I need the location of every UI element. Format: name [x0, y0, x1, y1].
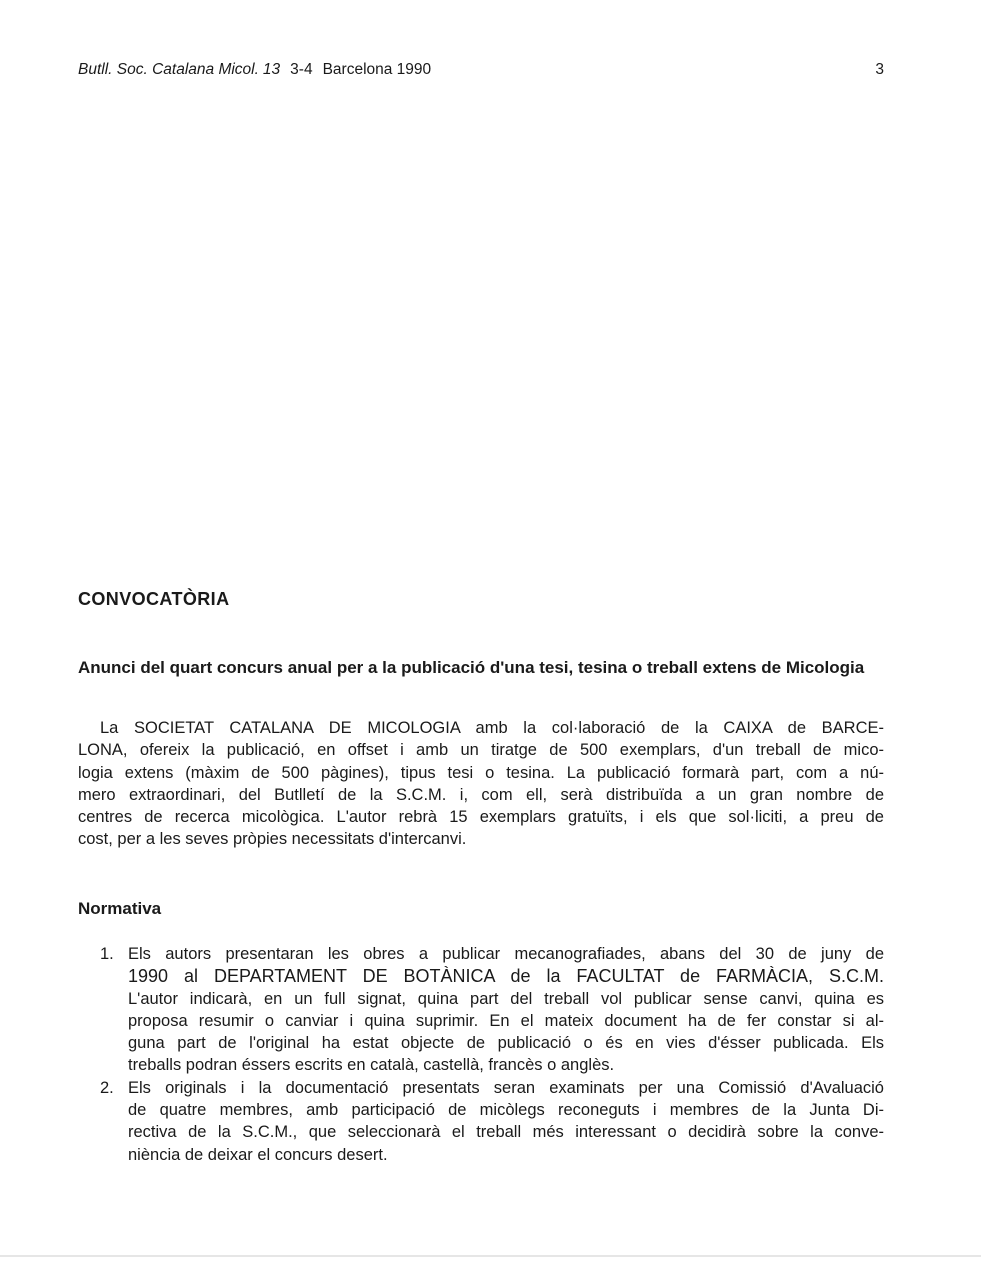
rule-line: L'autor indicarà, en un full signat, quina part del treball vol publicar sense canvi, quina es: [128, 989, 884, 1008]
rule-line: guna part de l'original ha estat objecte de publicació o és en vies d'ésser publicada. Els: [128, 1034, 884, 1053]
rule-line: de quatre membres, amb participació de micòlegs reconeguts i membres de la Junta Di-: [128, 1101, 884, 1120]
rule-line: rectiva de la S.C.M., que seleccionarà el treball més interessant o decidirà sobre la conve-: [128, 1123, 884, 1142]
rule-line: treballs podran éssers escrits en català, castellà, francès o anglès.: [128, 1056, 615, 1075]
rule-line: proposa resumir o canviar i quina suprimir. En el mateix document ha de fer constar si al-: [128, 1011, 884, 1030]
intro-line: centres de recerca micològica. L'autor rebrà 15 exemplars gratuïts, i els que sol·liciti, a preu de: [78, 808, 884, 827]
place-year: Barcelona 1990: [322, 61, 432, 78]
rule-number: 1.: [100, 945, 114, 963]
rule-item-2: [78, 1077, 884, 1166]
rule-number: 2.: [100, 1078, 114, 1097]
rule-item-1: [78, 943, 884, 1077]
rules-list: [78, 943, 884, 1166]
journal-name: Butll. Soc. Catalana Micol.: [78, 61, 259, 78]
volume-number: 13: [262, 61, 281, 78]
section-heading-normativa: Normativa: [78, 899, 162, 918]
rule-line: niència de deixar el concurs desert.: [128, 1145, 388, 1164]
page-number: 3: [875, 61, 884, 78]
intro-line: LONA, ofereix la publicació, en offset i amb un tiratge de 500 exemplars, d'un treball de mico-: [78, 741, 884, 760]
rule-line: Els autors presentaran les obres a publicar mecanografiades, abans del 30 de juny de: [128, 945, 884, 963]
intro-line: La SOCIETAT CATALANA DE MICOLOGIA amb la col·laboració de la CAIXA de BARCE-: [100, 719, 884, 737]
rule-line: 1990 al DEPARTAMENT DE BOTÀNICA de la FACULTAT de FARMÀCIA, S.C.M.: [128, 966, 884, 987]
announcement-subtitle: Anunci del quart concurs anual per a la publicació d'una tesi, tesina o treball extens de Micologia: [78, 658, 865, 677]
intro-line: mero extraordinari, del Butlletí de la S.C.M. i, com ell, serà distribuïda a un gran nombre de: [78, 785, 884, 804]
running-header: [78, 61, 884, 85]
issue-number: 3-4: [290, 61, 313, 78]
intro-paragraph: [78, 717, 884, 851]
page-title: CONVOCATÒRIA: [78, 589, 230, 609]
intro-line: cost, per a les seves pròpies necessitats d'intercanvi.: [78, 830, 467, 849]
scan-edge-divider: [0, 1255, 981, 1257]
rule-line: Els originals i la documentació presentats seran examinats per una Comissió d'Avaluació: [128, 1078, 884, 1097]
intro-line: logia extens (màxim de 500 pàgines), tipus tesi o tesina. La publicació formarà part, com a nú-: [78, 763, 884, 782]
